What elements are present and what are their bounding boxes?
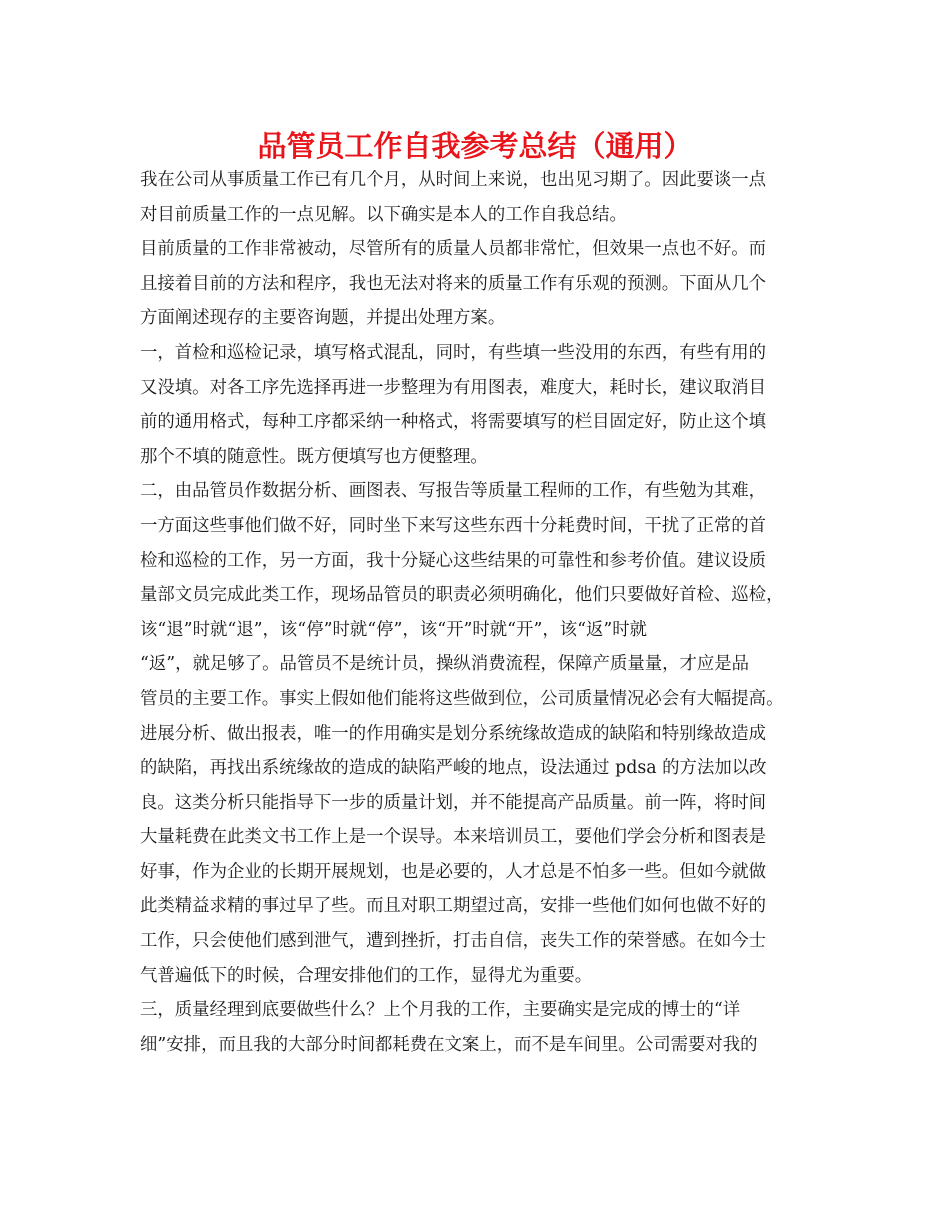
- text-line: 二，由品管员作数据分析、画图表、写报告等质量工程师的工作，有些勉为其难，: [140, 481, 767, 502]
- text-line: 方面阐述现存的主要咨询题，并提出处理方案。: [140, 308, 506, 329]
- text-line: 此类精益求精的事过早了些。而且对职工期望过高，安排一些他们如何也做不好的: [140, 896, 767, 917]
- text-line: 量部文员完成此类工作，现场品管员的职责必须明确化，他们只要做好首检、巡检，: [140, 585, 784, 606]
- text-line: 对目前质量工作的一点见解。以下确实是本人的工作自我总结。: [140, 204, 627, 225]
- text-line: 前的通用格式，每种工序都采纳一种格式，将需要填写的栏目固定好，防止这个填: [140, 412, 767, 433]
- text-line: 我在公司从事质量工作已有几个月，从时间上来说，也出见习期了。因此要谈一点: [140, 170, 767, 190]
- text-line: 又没填。对各工序先选择再进一步整理为有用图表，难度大，耗时长，建议取消目: [140, 377, 767, 398]
- text-line: 该“退”时就“退”，该“停”时就“停”，该“开”时就“开”，该“返”时就: [140, 619, 648, 640]
- text-line: 大量耗费在此类文书工作上是一个误导。本来培训员工，要他们学会分析和图表是: [140, 827, 767, 848]
- text-line: 进展分析、做出报表，唯一的作用确实是划分系统缘故造成的缺陷和特别缘故造成: [140, 723, 767, 744]
- text-line: 且接着目前的方法和程序，我也无法对将来的质量工作有乐观的预测。下面从几个: [140, 273, 767, 294]
- text-line: 工作，只会使他们感到泄气，遭到挫折，打击自信，丧失工作的荣誉感。在如今士: [140, 931, 767, 952]
- text-line: 目前质量的工作非常被动，尽管所有的质量人员都非常忙，但效果一点也不好。而: [140, 239, 767, 260]
- document-body: [140, 163, 812, 1062]
- text-line: 良。这类分析只能指导下一步的质量计划，并不能提高产品质量。前一阵，将时间: [140, 792, 767, 813]
- text-line: “返”，就足够了。品管员不是统计员，操纵消费流程，保障产质量量，才应是品: [140, 654, 750, 675]
- text-line: 那个不填的随意性。既方便填写也方便整理。: [140, 446, 488, 467]
- text-line: 好事，作为企业的长期开展规划，也是必要的，人才总是不怕多一些。但如今就做: [140, 861, 767, 882]
- text-line: 一方面这些事他们做不好，同时坐下来写这些东西十分耗费时间，干扰了正常的首: [140, 515, 767, 536]
- text-line: 管员的主要工作。事实上假如他们能将这些做到位，公司质量情况必会有大幅提高。: [140, 688, 784, 709]
- text-line: 检和巡检的工作，另一方面，我十分疑心这些结果的可靠性和参考价值。建议设质: [140, 550, 767, 571]
- text-line: 三，质量经理到底要做些什么？上个月我的工作，主要确实是完成的博士的“详: [140, 1000, 741, 1021]
- document-title: 品管员工作自我参考总结（通用）: [257, 129, 693, 163]
- text-line: 一，首检和巡检记录，填写格式混乱，同时，有些填一些没用的东西，有些有用的: [140, 342, 767, 363]
- text-line: 细”安排，而且我的大部分时间都耗费在文案上，而不是车间里。公司需要对我的: [140, 1034, 758, 1055]
- text-line: 气普遍低下的时候，合理安排他们的工作，显得尤为重要。: [140, 965, 593, 986]
- text-line: 的缺陷，再找出系统缘故的造成的缺陷严峻的地点，设法通过 pdsa 的方法加以改: [140, 758, 767, 779]
